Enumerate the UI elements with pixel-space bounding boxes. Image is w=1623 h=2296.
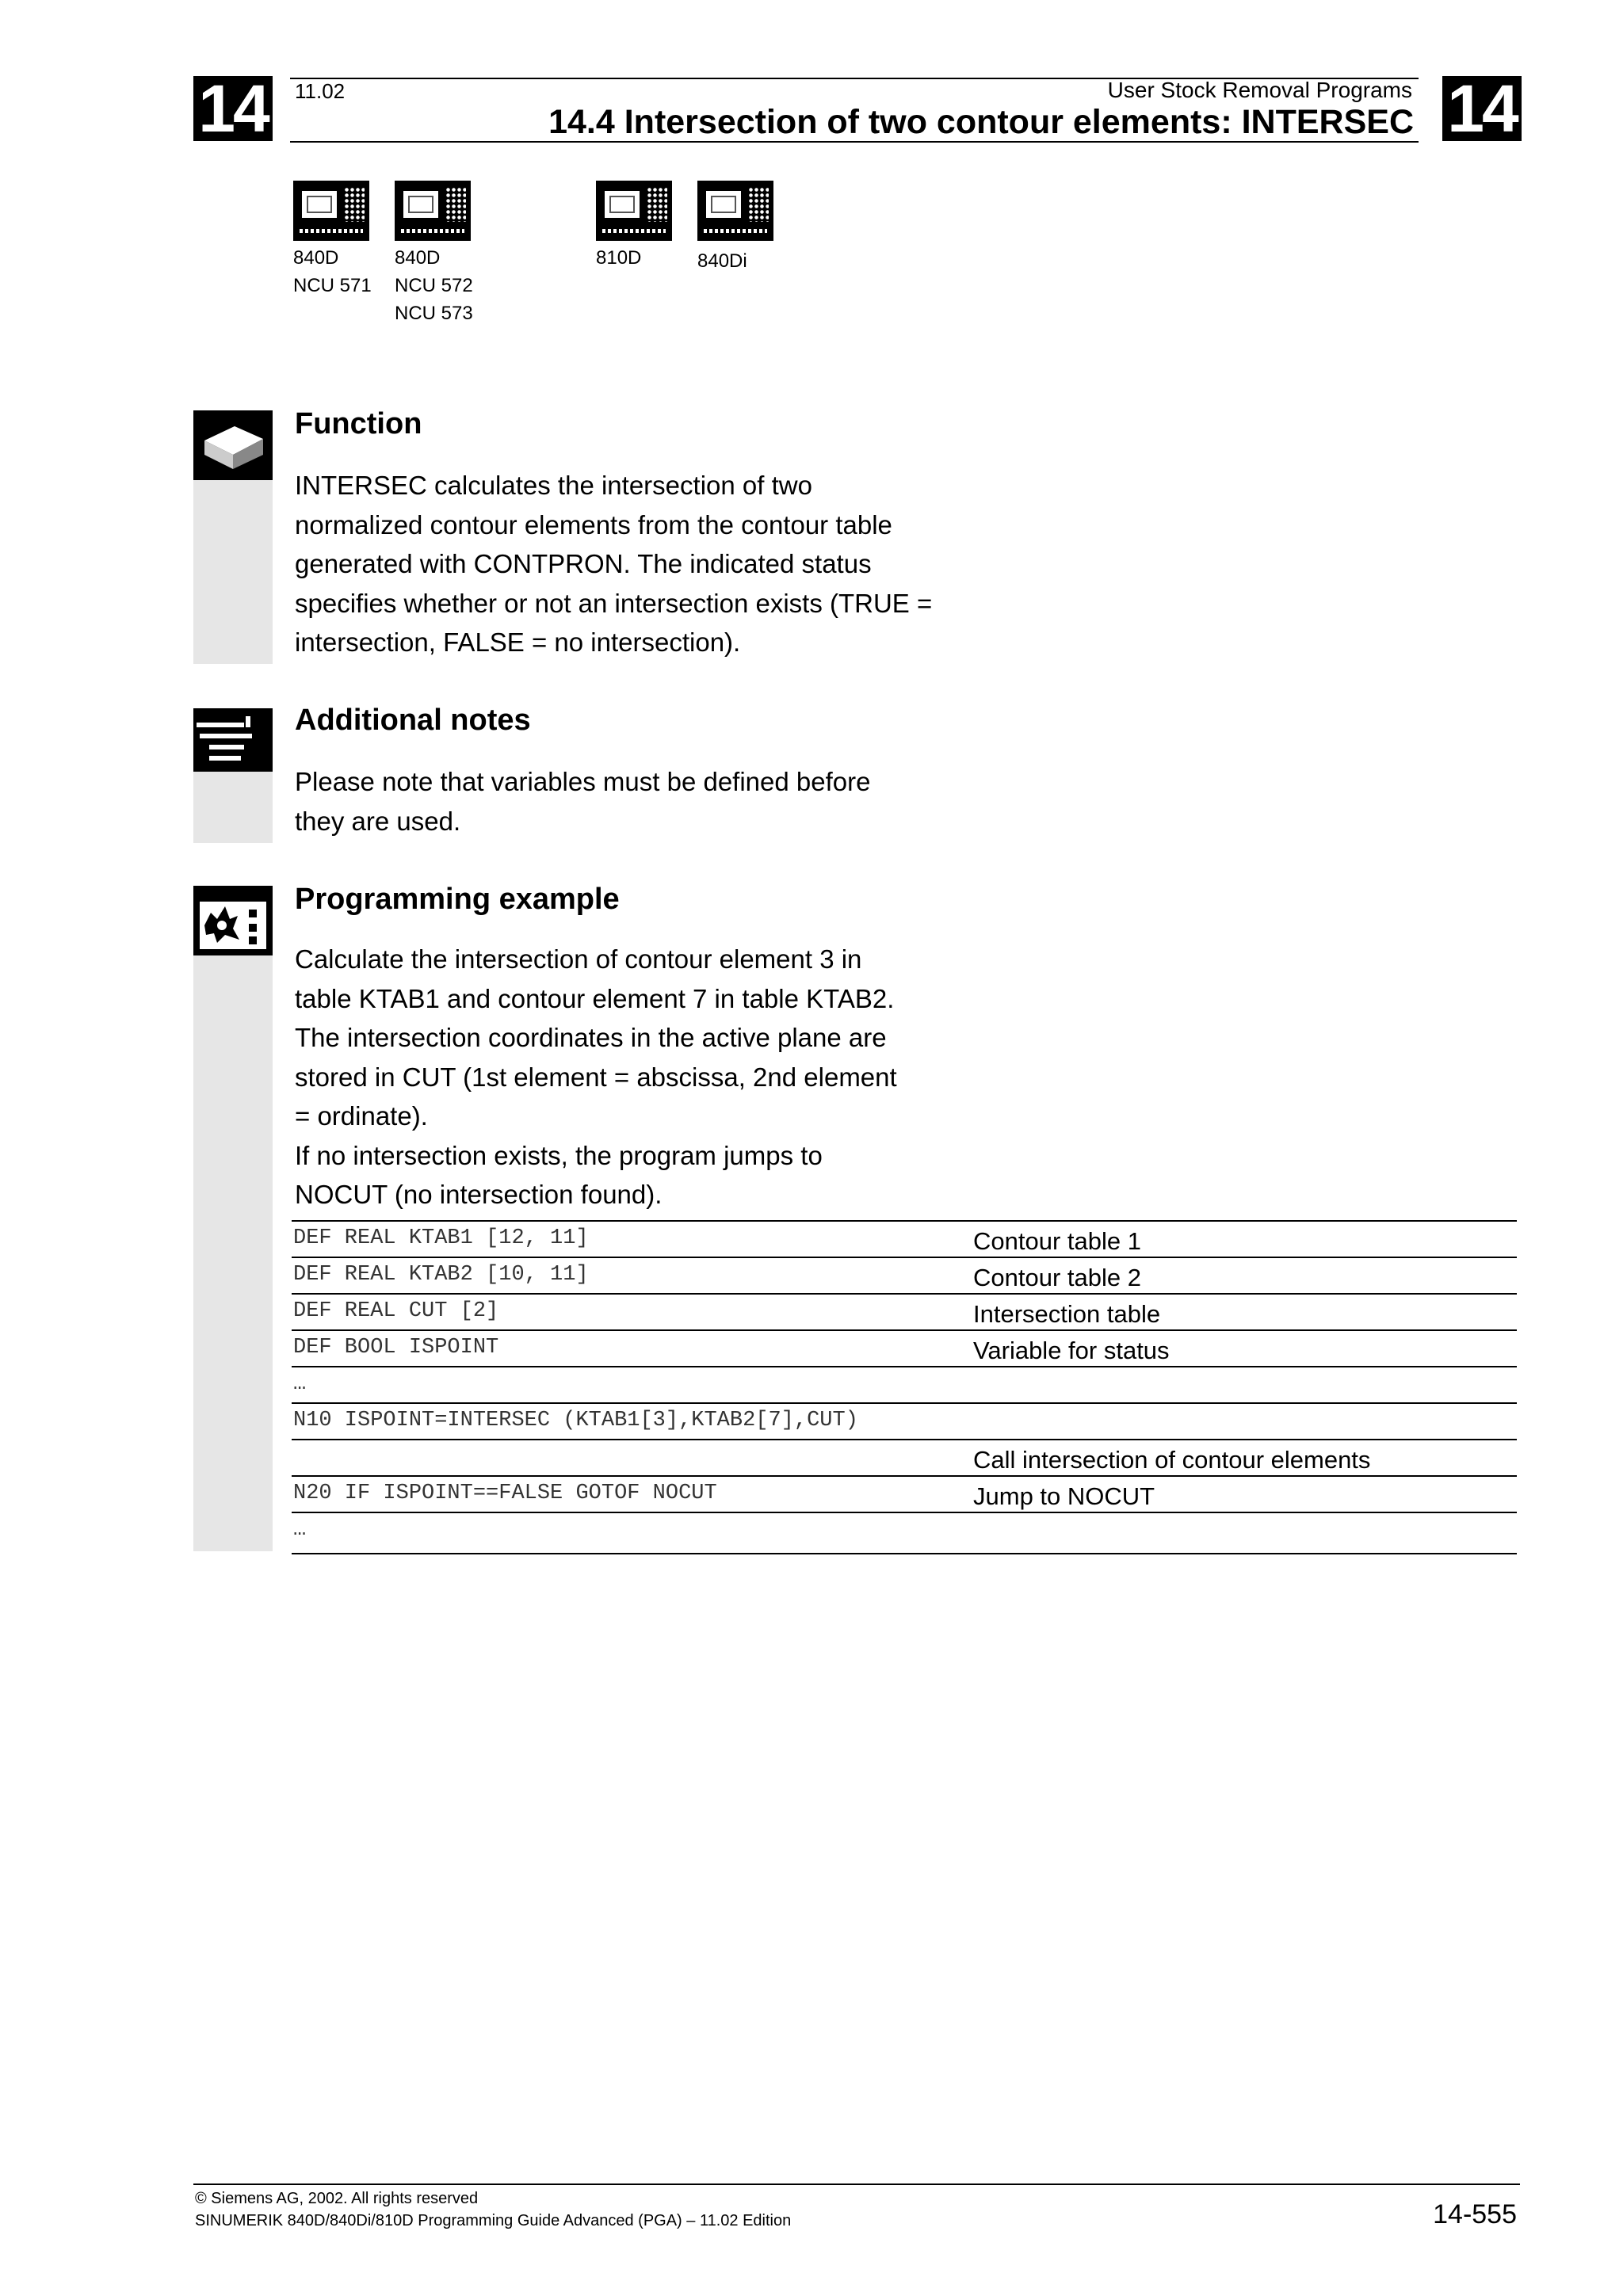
chapter-badge-right: 14 <box>1442 76 1522 141</box>
code-row <box>292 1220 1517 1257</box>
code-cell: DEF REAL CUT [2] <box>293 1299 499 1323</box>
example-text: Calculate the intersection of contour element 3 in table KTAB1 and contour element 7 in table KTAB2. The intersection coordinates in the active plane are stored in CUT (1st element = abscissa, 2nd element = ordinate). If no intersection exists, the program jumps to NOCUT (no intersection found). <box>295 944 897 1209</box>
pointing-hand-icon <box>193 708 273 772</box>
footer-rule <box>193 2183 1520 2185</box>
chapter-badge-left: 14 <box>193 76 273 141</box>
function-cube-icon <box>193 410 273 480</box>
code-table <box>292 1220 1517 1554</box>
control-panel-icon <box>697 181 773 241</box>
header-bottom-rule <box>290 141 1419 143</box>
header-chapter-title: User Stock Removal Programs <box>1107 78 1412 102</box>
code-row <box>292 1475 1517 1512</box>
page-number: 14-555 <box>1433 2199 1517 2229</box>
footer-guide-title: SINUMERIK 840D/840Di/810D Programming Guide Advanced (PGA) – 11.02 Edition <box>195 2212 792 2229</box>
control-ncu-label: NCU 572 NCU 573 <box>395 275 473 324</box>
control-model-label: 840D <box>395 247 441 269</box>
control-model-label: 810D <box>596 247 642 269</box>
header-date: 11.02 <box>295 79 346 103</box>
code-cell: N20 IF ISPOINT==FALSE GOTOF NOCUT <box>293 1482 717 1505</box>
comment-cell: Contour table 1 <box>973 1227 1141 1255</box>
footer-copyright: © Siemens AG, 2002. All rights reserved <box>195 2190 479 2207</box>
example-sidebar <box>193 886 273 1551</box>
program-example-icon <box>193 886 273 955</box>
notes-heading: Additional notes <box>295 704 531 737</box>
code-cell: N10 ISPOINT=INTERSEC (KTAB1[3],KTAB2[7],CUT) <box>293 1409 858 1432</box>
comment-cell: Jump to NOCUT <box>973 1482 1155 1510</box>
code-row <box>292 1257 1517 1293</box>
notes-text: Please note that variables must be defined before they are used. <box>295 767 871 836</box>
code-cell: DEF REAL KTAB2 [10, 11] <box>293 1263 589 1287</box>
control-panel-icon <box>395 181 471 241</box>
code-row <box>292 1366 1517 1402</box>
code-row <box>292 1439 1517 1475</box>
control-model-label: 840D <box>293 247 339 269</box>
code-row <box>292 1402 1517 1439</box>
comment-cell: Intersection table <box>973 1300 1161 1328</box>
code-cell: DEF BOOL ISPOINT <box>293 1336 499 1360</box>
code-cell: DEF REAL KTAB1 [12, 11] <box>293 1226 589 1250</box>
comment-cell: Variable for status <box>973 1337 1170 1364</box>
code-row <box>292 1329 1517 1366</box>
code-row <box>292 1293 1517 1329</box>
control-model-label: 840Di <box>697 250 747 272</box>
control-panel-icon <box>293 181 369 241</box>
control-ncu-label: NCU 571 <box>293 275 372 296</box>
comment-cell: Contour table 2 <box>973 1264 1141 1291</box>
comment-cell: Call intersection of contour elements <box>973 1446 1371 1474</box>
code-row <box>292 1512 1517 1554</box>
function-text: INTERSEC calculates the intersection of two normalized contour elements from the contour table generated with CONTPRON. The indicated status specifies whether or not an intersection exists (TRUE = intersection, FALSE = no intersection). <box>295 471 933 657</box>
page-title: 14.4 Intersection of two contour elements: INTERSEC <box>548 103 1414 141</box>
function-heading: Function <box>295 407 422 441</box>
code-cell: … <box>293 1518 307 1542</box>
example-heading: Programming example <box>295 883 620 916</box>
control-panel-icon <box>596 181 672 241</box>
code-cell: … <box>293 1372 307 1396</box>
